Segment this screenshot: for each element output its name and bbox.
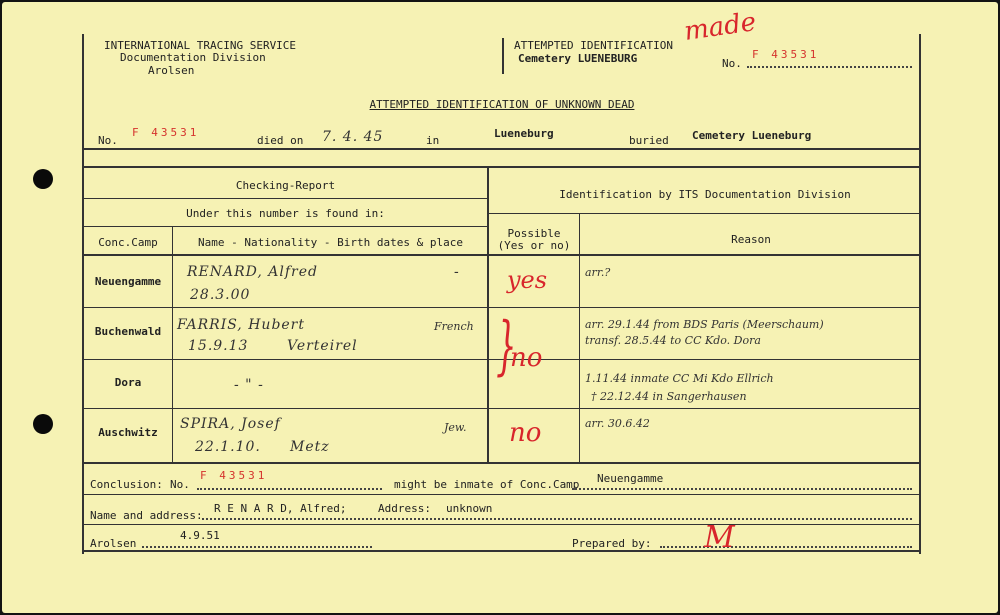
- col-header-reason: Reason: [731, 233, 771, 246]
- row-name: - " -: [234, 377, 264, 393]
- row-birth-date: 15.9.13: [188, 338, 249, 354]
- in-label: in: [426, 134, 440, 147]
- conclusion-camp-value: Neuengamme: [597, 472, 664, 485]
- handwritten-note: made: [682, 7, 758, 47]
- place-of-death: Lueneburg: [494, 127, 554, 140]
- row-nationality: Jew.: [444, 421, 467, 434]
- row-camp: Neuengamme: [94, 275, 162, 288]
- rule-line: [82, 166, 921, 168]
- row-birth-date: 28.3.00: [190, 287, 251, 303]
- row-reason-line2: † 22.12.44 in Sangerhausen: [591, 390, 747, 403]
- header-no-label: No.: [722, 57, 742, 70]
- burial-place: Cemetery Lueneburg: [692, 129, 812, 142]
- footer-place: Arolsen: [90, 537, 137, 550]
- row-reason: arr.?: [585, 266, 611, 279]
- col-header-possible: Possible: [507, 227, 561, 240]
- header-no-dotted-line: [747, 66, 912, 68]
- conclusion-might-be: might be inmate of Conc.Camp: [394, 478, 580, 491]
- row-reason: arr. 30.6.42: [585, 417, 650, 430]
- brace-mark: }: [496, 309, 517, 383]
- conclusion-no-dotted-line: [197, 488, 382, 490]
- form-title: ATTEMPTED IDENTIFICATION OF UNKNOWN DEAD: [369, 98, 635, 111]
- buried-label: buried: [629, 134, 669, 147]
- identification-title: Identification by ITS Documentation Division: [559, 188, 851, 201]
- rule-line: [84, 408, 921, 409]
- org-division: Documentation Division: [120, 51, 266, 64]
- rule-line: [489, 213, 921, 214]
- died-on-value: 7. 4. 45: [322, 129, 384, 145]
- column-divider: [487, 166, 489, 464]
- row-camp: Buchenwald: [94, 325, 162, 338]
- row-birth-place: Verteirel: [287, 338, 358, 354]
- row-camp: Auschwitz: [98, 426, 158, 439]
- row-possible: yes: [507, 266, 548, 294]
- row-camp: Dora: [114, 376, 142, 389]
- header-box-title: ATTEMPTED IDENTIFICATION: [514, 39, 673, 52]
- rule-line: [82, 148, 921, 150]
- punch-hole: [33, 169, 53, 189]
- org-name: INTERNATIONAL TRACING SERVICE: [104, 39, 297, 52]
- row-nationality: -: [454, 264, 460, 280]
- rule-line: [84, 226, 487, 227]
- footer-date: 4.9.51: [180, 529, 220, 542]
- conclusion-camp-dotted-line: [572, 488, 912, 490]
- col-header-camp: Conc.Camp: [98, 236, 158, 249]
- rule-line: [82, 524, 921, 525]
- name-value: R E N A R D, Alfred;: [214, 502, 347, 515]
- prepared-by-label: Prepared by:: [572, 537, 652, 550]
- row-name: FARRIS, Hubert: [177, 317, 306, 333]
- header-box-line: [502, 38, 504, 74]
- col-header-name: Name - Nationality - Birth dates & place: [198, 236, 463, 249]
- record-no-value: F 43531: [132, 126, 200, 139]
- frame-left-line: [82, 34, 84, 554]
- row-birth-date: 22.1.10.: [195, 439, 261, 455]
- row-nationality: French: [434, 320, 474, 333]
- row-name: RENARD, Alfred: [187, 264, 318, 280]
- name-address-label: Name and address:: [90, 509, 203, 522]
- rule-line: [82, 494, 921, 495]
- rule-line: [84, 462, 921, 464]
- row-reason-line2: transf. 28.5.44 to CC Kdo. Dora: [585, 334, 761, 347]
- merged-possible: no: [510, 343, 543, 373]
- address-value: unknown: [446, 502, 493, 515]
- checking-report-subtitle: Under this number is found in:: [186, 207, 385, 220]
- frame-right-line: [919, 34, 921, 554]
- frame-bottom-line: [82, 550, 921, 552]
- row-possible: no: [509, 418, 542, 448]
- row-reason: arr. 29.1.44 from BDS Paris (Meerschaum): [585, 318, 824, 331]
- column-divider: [172, 226, 173, 464]
- prepared-by-dotted-line: [660, 546, 912, 548]
- conclusion-no-label: No.: [170, 478, 190, 491]
- checking-report-title: Checking-Report: [235, 179, 336, 192]
- conclusion-label: Conclusion:: [90, 478, 163, 491]
- punch-hole: [33, 414, 53, 434]
- prepared-by-initial: M: [704, 520, 735, 555]
- col-header-possible-note: (Yes or no): [497, 239, 571, 252]
- org-location: Arolsen: [148, 64, 195, 77]
- row-birth-place: Metz: [290, 439, 330, 455]
- rule-line: [84, 254, 921, 256]
- index-card: [2, 2, 998, 613]
- header-no-value: F 43531: [752, 48, 820, 61]
- row-reason: 1.11.44 inmate CC Mi Kdo Ellrich: [585, 372, 774, 385]
- died-on-label: died on: [257, 134, 304, 147]
- rule-line: [84, 198, 487, 199]
- footer-date-dotted-line: [142, 546, 372, 548]
- record-no-label: No.: [98, 134, 118, 147]
- rule-line: [84, 307, 921, 308]
- conclusion-no-value: F 43531: [200, 469, 268, 482]
- address-label: Address:: [378, 502, 431, 515]
- header-box-cemetery: Cemetery LUENEBURG: [518, 52, 638, 65]
- row-name: SPIRA, Josef: [180, 416, 281, 432]
- column-divider: [579, 213, 580, 464]
- name-address-dotted-line: [202, 518, 912, 520]
